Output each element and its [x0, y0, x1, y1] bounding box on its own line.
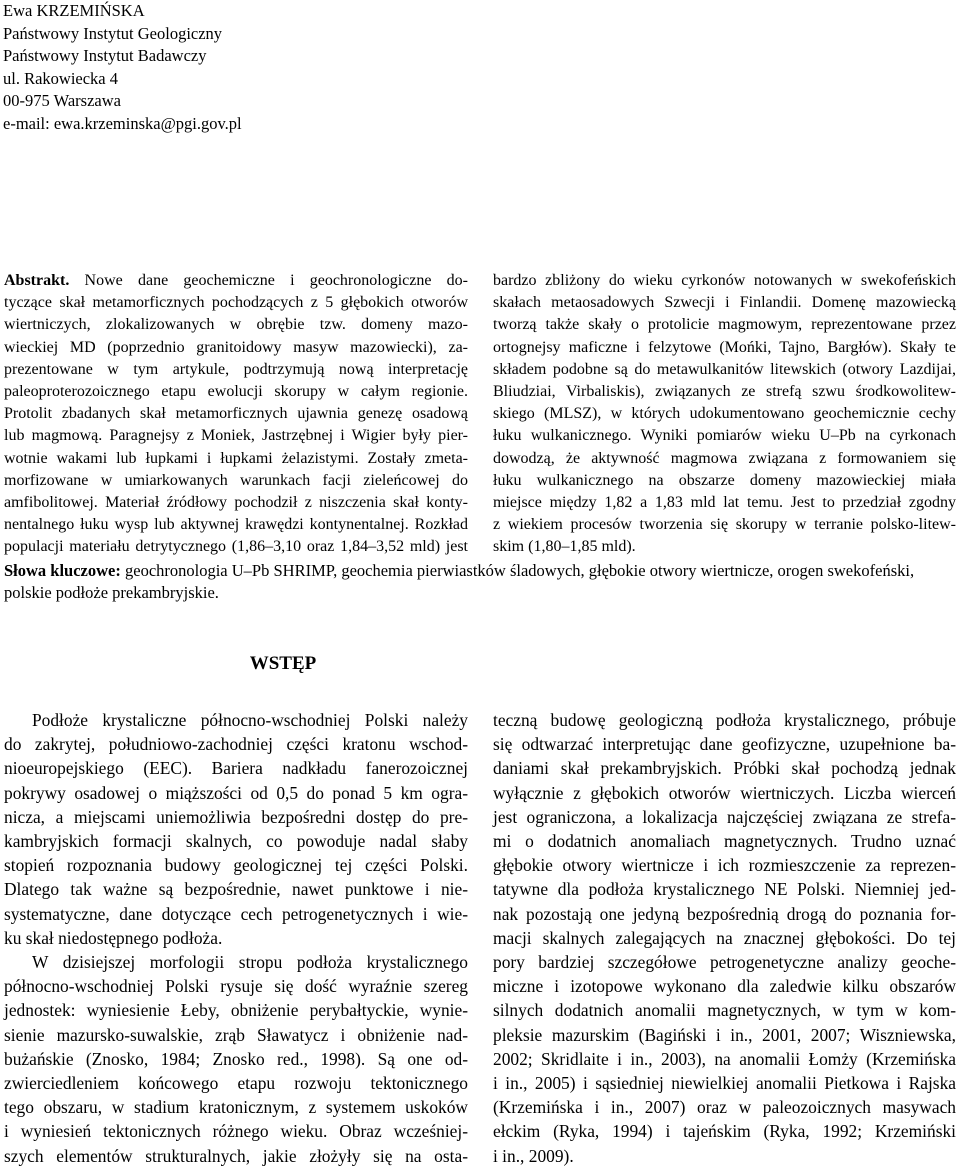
body-line: teczną budowę geologiczną podłoża krystalicznego, próbuje	[493, 710, 956, 730]
body-line: silnych dodatnich anomalii magnetycznych, w tym w kom-	[493, 1000, 956, 1021]
institute-name: Państwowy Instytut Geologiczny	[3, 23, 223, 43]
abstract-line: tyczące skał metamorficznych pochodzących z 5 głębokich otworów	[4, 294, 468, 312]
body-line: macji skalnych zalegających na znacznej głębokości. Do tej	[493, 927, 956, 948]
body-line: tego obszaru, w stadium kratonicznym, z systemem uskoków	[4, 1097, 468, 1118]
abstract-line: z wiekiem procesów tworzenia się skorupy w terranie polsko-litew-	[493, 516, 956, 534]
body-line: pokrywy osadowej o miąższości od 0,5 do ponad 5 km ogra-	[4, 782, 468, 803]
body-line: jest ograniczona, a lokalizacja najczęściej związana ze strefa-	[493, 806, 956, 827]
body-line: W dzisiejszej morfologii stropu podłoża krystalicznego	[32, 952, 468, 973]
body-left-column	[4, 708, 468, 1168]
body-line: ełckim (Ryka, 1994) i tajeńskim (Ryka, 1992; Krzemiński	[493, 1121, 956, 1142]
body-right-column	[493, 708, 956, 1168]
body-line: głębokie otwory wiertnicze i ich rozmieszczenie za reprezen-	[493, 855, 956, 876]
abstract-line: miejsce między 1,82 a 1,83 mld lat temu. Jest to przedział zgodny	[493, 494, 956, 512]
body-line: wyłącznie z głębokich otworów wiertniczych. Liczba wierceń	[493, 782, 956, 803]
body-line: nioeuropejskiego (EEC). Bariera nadkładu fanerozoicznej	[4, 758, 468, 779]
abstract-line: Bliudziai, Virbaliskis), związanych ze strefą szwu środkowolitew-	[493, 383, 956, 401]
abstract-line: lub magmową. Paragnejsy z Moniek, Jastrzębnej i Wigier były pier-	[4, 427, 468, 445]
abstract-line: populacji materiału detrytycznego (1,86–3,10 oraz 1,84–3,52 mld) jest	[4, 538, 468, 556]
body-line: systematyczne, dane dotyczące cech petrogenetycznych i wie-	[4, 903, 468, 924]
abstract-line: prezentowane w tym artykule, podtrzymują nową interpretację	[4, 360, 468, 378]
body-line: się odtwarzać interpretując dane geofizyczne, uzupełnione ba-	[493, 734, 956, 755]
abstract-line: wieckiej MD (poprzednio granitoidowy masyw mazowiecki), za-	[4, 338, 468, 356]
body-line: nak pozostają one jedyną bezpośrednią drogą do poznania for-	[493, 903, 956, 924]
keywords-label: Słowa kluczowe:	[4, 561, 121, 580]
abstract-line: wiertniczych, zlokalizowanych w obrębie tzw. domeny mazo-	[4, 316, 468, 334]
body-line: pory bardziej szczegółowe petrogenetyczne analizy geoche-	[493, 952, 956, 973]
body-line: zwierciedleniem końcowego etapu rozwoju tektonicznego	[4, 1073, 468, 1094]
body-line: północno-wschodniej Polski rysuje się dość wyraźnie szereg	[4, 976, 468, 997]
keywords	[4, 560, 956, 605]
abstract-line: ortognejsy maficzne i felzytowe (Mońki, Tajno, Bargłów). Skały te	[493, 338, 956, 356]
body-line: Dlatego tak ważne są bezpośrednie, nawet punktowe i nie-	[4, 879, 468, 900]
body-line: (Krzemińska i in., 2007) oraz w paleozoicznych masywach	[493, 1097, 956, 1118]
author-name: Ewa KRZEMIŃSKA	[3, 1, 145, 20]
body-line: i in., 2005) i sąsiedniej niewielkiej anomalii Pietkowa i Rajska	[493, 1073, 956, 1094]
body-line: tatywne dla podłoża krystalicznego NE Polski. Niemniej jed-	[493, 879, 956, 900]
street-address: ul. Rakowiecka 4	[3, 68, 119, 88]
abstract-line: skiego (MLSZ), w których udokumentowano geochemicznie cechy	[493, 405, 956, 423]
body-line: jednostek: wyniesienie Łeby, obniżenie perybałtyckie, wynie-	[4, 1000, 468, 1021]
body-line: bużańskie (Znosko, 1984; Znosko red., 1998). Są one od-	[4, 1048, 468, 1069]
abstract-line: łuku wulkanicznego. Wyniki pomiarów wieku U–Pb na cyrkonach	[493, 427, 956, 445]
email: e-mail: ewa.krzeminska@pgi.gov.pl	[3, 113, 242, 133]
abstract-line: bardzo zbliżony do wieku cyrkonów notowanych w swekofeńskich	[493, 272, 956, 289]
abstract-line: amfibolitowej. Materiał źródłowy pochodził z niszczenia skał konty-	[4, 494, 468, 512]
postal-city: 00-975 Warszawa	[3, 91, 121, 111]
abstract-line: składem podobne są do metawulkanitów litewskich (otwory Lazdijai,	[493, 360, 956, 378]
body-line: daniami skał prekambryjskich. Próbki skał pochodzą jednak	[493, 758, 956, 779]
section-heading: WSTĘP	[249, 653, 317, 674]
body-line: miczne i izotopowe wykonano dla zaledwie kilku obszarów	[493, 976, 956, 997]
body-line: szych elementów strukturalnych, jakie złożyły się na osta-	[4, 1145, 468, 1166]
abstract-line: Abstrakt. Nowe dane geochemiczne i geochronologiczne do-	[4, 272, 468, 289]
body-line: 2002; Skridlaite i in., 2003), na anomalii Łomży (Krzemińska	[493, 1048, 956, 1069]
abstract-line: skałach metaosadowych Szwecji i Finlandii. Domenę mazowiecką	[493, 294, 956, 312]
body-line: pleksie mazurskim (Bagiński i in., 2001, 2007; Wiszniewska,	[493, 1024, 956, 1045]
body-line: Podłoże krystaliczne północno-wschodniej Polski należy	[32, 710, 468, 730]
abstract-line: skim (1,80–1,85 mld).	[493, 538, 636, 556]
body-line: mi o dodatnich anomaliach magnetycznych. Trudno uznać	[493, 831, 956, 852]
abstract-right-column	[493, 270, 956, 559]
body-line: i in., 2009).	[493, 1145, 574, 1166]
abstract-left-column	[4, 270, 468, 559]
abstract-line: wotnie wakami lub łupkami i łupkami żelazistymi. Zostały zmeta-	[4, 449, 468, 467]
author-affiliation	[3, 0, 242, 136]
body-line: ku skał niedostępnego podłoża.	[4, 927, 223, 948]
abstract-line: nentalnego łuku wysp lub aktywnej krawędzi kontynentalnej. Rozkład	[4, 516, 468, 534]
body-line: nicza, a miejscami uniemożliwia bezpośredni dostęp do pre-	[4, 806, 468, 827]
abstract-line: paleoproterozoicznego etapu ewolucji skorupy w całym regionie.	[4, 383, 468, 401]
abstract-label: Abstrakt.	[4, 272, 70, 289]
body-line: stopień rozpoznania budowy geologicznej tej części Polski.	[4, 855, 468, 876]
body-line: do zakrytej, południowo-zachodniej części kratonu wschod-	[4, 734, 468, 755]
abstract-line: Protolit zbadanych skał metamorficznych ujawnia genezę osadową	[4, 405, 468, 423]
abstract-line: morfizowane w umiarkowanych warunkach facji zieleńcowej do	[4, 471, 468, 489]
body-line: sienie mazursko-suwalskie, zrąb Sławatycz i obniżenie nad-	[4, 1024, 468, 1045]
institute-subtitle: Państwowy Instytut Badawczy	[3, 46, 207, 66]
abstract-line: tworzą także skały o protolicie magmowym, reprezentowane przez	[493, 316, 956, 334]
body-line: kambryjskich formacji skalnych, co powoduje nadal słaby	[4, 831, 468, 852]
abstract-line: łuku wulkanicznego na obszarze domeny mazowieckiej miała	[493, 471, 956, 489]
keywords-text: geochronologia U–Pb SHRIMP, geochemia pierwiastków śladowych, głębokie otwory wiertnicze, orogen swekofeński, polskie podłoże prekambryjskie.	[4, 561, 915, 603]
abstract-line: dowodzą, że aktywność magmowa związana z formowaniem się	[493, 449, 956, 467]
body-line: i wyniesień tektonicznych różnego wieku. Obraz wcześniej-	[4, 1121, 468, 1142]
